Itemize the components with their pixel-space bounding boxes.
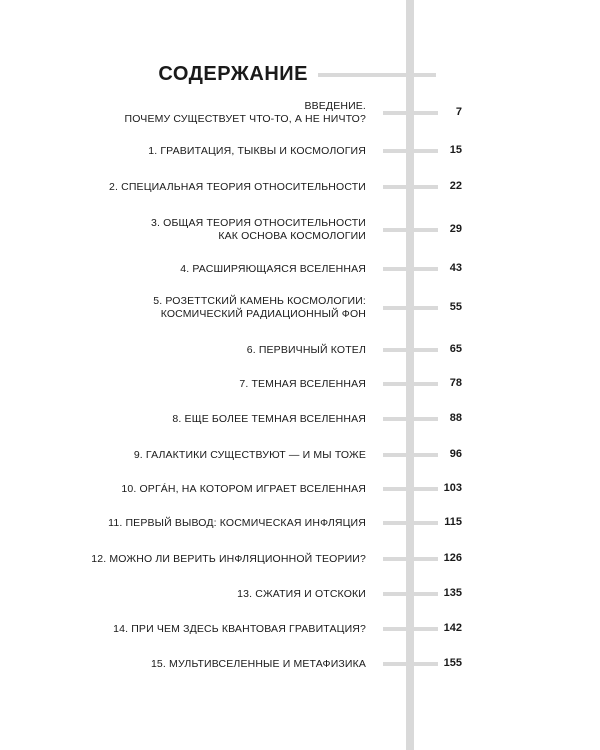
toc-entry-title	[247, 344, 366, 357]
toc-entry-page-number: 65	[449, 343, 462, 355]
toc-entry-bar	[383, 662, 438, 666]
toc-entry-title-line: 9. ГАЛАКТИКИ СУЩЕСТВУЮТ — И МЫ ТОЖЕ	[133, 448, 366, 461]
toc-entry-title-line: 10. ОРГÁН, НА КОТОРОМ ИГРАЕТ ВСЕЛЕННАЯ	[121, 482, 366, 495]
toc-entry-title-line: 3. ОБЩАЯ ТЕОРИЯ ОТНОСИТЕЛЬНОСТИ	[151, 217, 366, 229]
toc-entry-page-number: 126	[443, 552, 462, 564]
toc-entry-bar	[383, 417, 438, 421]
toc-entry-bar	[383, 453, 438, 457]
toc-entry-title	[125, 100, 366, 126]
toc-entry-title	[172, 413, 366, 426]
toc-entry-title	[134, 449, 366, 462]
toc-entry-title	[153, 295, 366, 321]
toc-entry-title-line: ВВЕДЕНИЕ.	[304, 100, 366, 112]
toc-entry-title-line: 15. МУЛЬТИВСЕЛЕННЫЕ И МЕТАФИЗИКА	[150, 657, 366, 670]
toc-entry-page-number: 135	[443, 587, 462, 599]
toc-entry-page-number: 115	[444, 516, 462, 528]
toc-entry-page-number: 43	[449, 262, 462, 274]
toc-entry-title	[237, 588, 366, 601]
toc-entry-page-number: 15	[449, 144, 462, 156]
toc-entry-title-line: 14. ПРИ ЧЕМ ЗДЕСЬ КВАНТОВАЯ ГРАВИТАЦИЯ?	[113, 622, 366, 635]
toc-entry-title	[109, 181, 366, 194]
toc-entry-title-line: 5. РОЗЕТТСКИЙ КАМЕНЬ КОСМОЛОГИИ:	[153, 295, 366, 307]
toc-entry-bar	[383, 348, 438, 352]
toc-entry-title-line: КОСМИЧЕСКИЙ РАДИАЦИОННЫЙ ФОН	[160, 308, 366, 320]
toc-entry-title	[151, 658, 366, 671]
toc-entry-title-line: КАК ОСНОВА КОСМОЛОГИИ	[218, 230, 366, 242]
toc-entry-title-line: 11. ПЕРВЫЙ ВЫВОД: КОСМИЧЕСКАЯ ИНФЛЯЦИЯ	[108, 516, 366, 529]
toc-title: СОДЕРЖАНИЕ	[158, 63, 308, 85]
toc-entry-title-line: 2. СПЕЦИАЛЬНАЯ ТЕОРИЯ ОТНОСИТЕЛЬНОСТИ	[108, 180, 366, 193]
toc-entry-bar	[383, 627, 438, 631]
toc-entry-bar	[383, 267, 438, 271]
toc-entry-page-number: 78	[449, 377, 462, 389]
toc-entry-title-line: ПОЧЕМУ СУЩЕСТВУЕТ ЧТО-ТО, А НЕ НИЧТО?	[124, 113, 366, 125]
toc-entry-bar	[383, 149, 438, 153]
toc-entry-title-line: 12. МОЖНО ЛИ ВЕРИТЬ ИНФЛЯЦИОННОЙ ТЕОРИИ?	[91, 552, 366, 565]
toc-entry-bar	[383, 111, 438, 115]
toc-entry-title	[180, 263, 366, 276]
toc-entry-page-number: 96	[449, 448, 462, 460]
toc-entry-title-line: 4. РАСШИРЯЮЩАЯСЯ ВСЕЛЕННАЯ	[180, 262, 366, 275]
toc-entry-title	[91, 553, 366, 566]
toc-entry-title-line: 1. ГРАВИТАЦИЯ, ТЫКВЫ И КОСМОЛОГИЯ	[148, 144, 366, 157]
toc-entry-bar	[383, 382, 438, 386]
toc-entry-bar	[383, 228, 438, 232]
toc-entry-title	[148, 145, 366, 158]
toc-entry-title	[108, 517, 366, 530]
toc-entry-title	[121, 483, 366, 496]
toc-entry-page-number: 22	[449, 180, 462, 192]
toc-entry-title-line: 8. ЕЩЕ БОЛЕЕ ТЕМНАЯ ВСЕЛЕННАЯ	[172, 412, 366, 425]
toc-entry-page-number: 55	[449, 301, 462, 313]
toc-entry-title	[113, 623, 366, 636]
toc-entry-title-line: 6. ПЕРВИЧНЫЙ КОТЕЛ	[246, 343, 366, 356]
toc-entry-title-line: 7. ТЕМНАЯ ВСЕЛЕННАЯ	[239, 377, 366, 390]
toc-entry-bar	[383, 521, 438, 525]
toc-entry-page-number: 103	[443, 482, 462, 494]
toc-entry-page-number: 142	[443, 622, 462, 634]
toc-entry-bar	[383, 592, 438, 596]
toc-entry-bar	[383, 306, 438, 310]
toc-entry-page-number: 7	[455, 106, 462, 118]
toc-entry-title	[239, 378, 366, 391]
toc-entry-bar	[383, 185, 438, 189]
toc-entry-page-number: 29	[449, 223, 462, 235]
toc-entry-title	[151, 217, 366, 243]
toc-entry-title-line: 13. СЖАТИЯ И ОТСКОКИ	[237, 587, 366, 600]
toc-entry-bar	[383, 557, 438, 561]
toc-entry-page-number: 88	[449, 412, 462, 424]
toc-entry-page-number: 155	[443, 657, 462, 669]
toc-entry-bar	[383, 487, 438, 491]
